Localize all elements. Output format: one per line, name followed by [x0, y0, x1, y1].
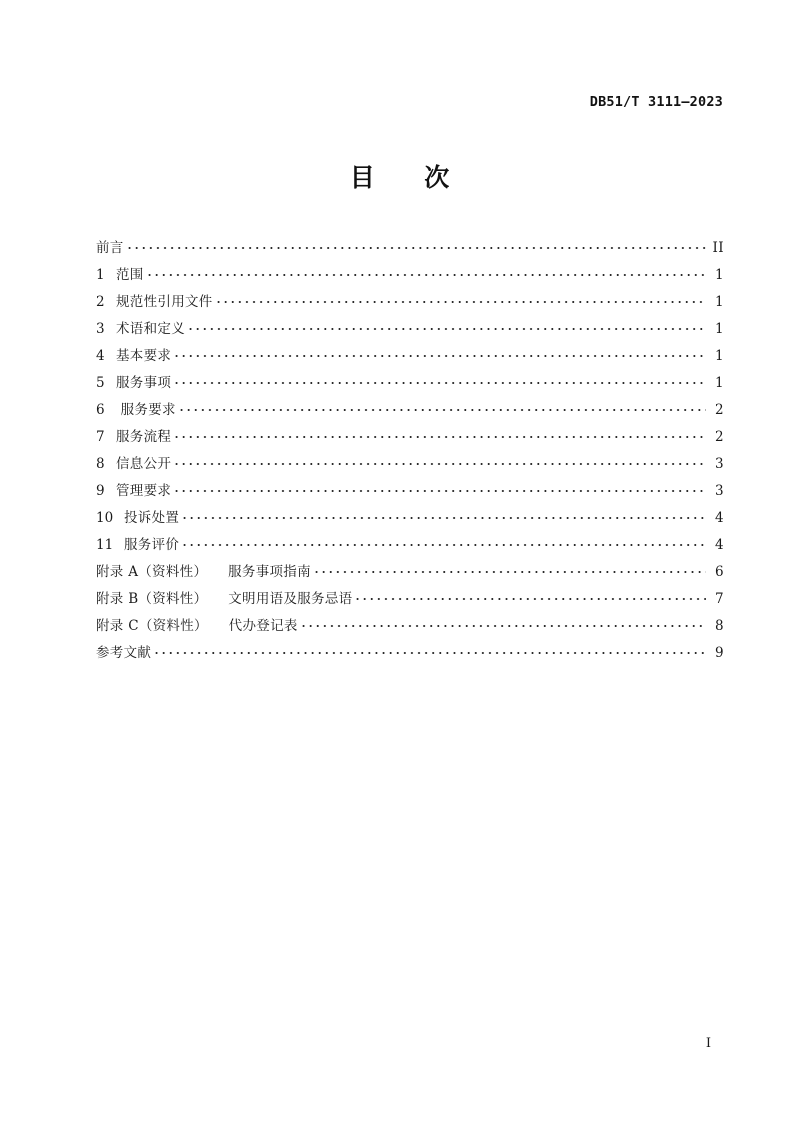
- toc-dot-leader: [178, 400, 706, 414]
- toc-entry-label: 服务评价: [124, 537, 180, 553]
- toc-dot-leader: [173, 481, 706, 495]
- toc-entry-page-number: 2: [715, 429, 724, 445]
- toc-entry-page-number: 7: [715, 591, 724, 607]
- toc-dot-leader: [181, 535, 706, 549]
- toc-entry-label: 附录 C（资料性） 代办登记表: [96, 618, 298, 634]
- toc-entry-label: 附录 A（资料性） 服务事项指南: [96, 564, 311, 580]
- toc-entry[interactable]: [96, 425, 724, 452]
- toc-dot-leader: [313, 562, 706, 576]
- toc-dot-leader: [173, 454, 706, 468]
- toc-entry-number: 2: [96, 294, 105, 310]
- toc-entry-number: 6: [96, 402, 105, 418]
- toc-entry-page-number: 1: [715, 348, 724, 364]
- toc-entry-page-number: 2: [715, 402, 724, 418]
- toc-entry-page-number: 3: [715, 456, 724, 472]
- toc-entry-number: 7: [96, 429, 105, 445]
- toc-dot-leader: [173, 427, 706, 441]
- toc-entry[interactable]: [96, 560, 724, 587]
- toc-dot-leader: [173, 373, 706, 387]
- toc-entry[interactable]: [96, 587, 724, 614]
- toc-entry-number: 1: [96, 267, 105, 283]
- toc-entry-label: 管理要求: [116, 483, 172, 499]
- toc-entry-label: 附录 B（资料性） 文明用语及服务忌语: [96, 591, 353, 607]
- toc-entry-number: 8: [96, 456, 105, 472]
- toc-dot-leader: [215, 292, 706, 306]
- toc-dot-leader: [187, 319, 706, 333]
- toc-entry-page-number: 4: [715, 537, 724, 553]
- toc-entry-label: 服务要求: [116, 402, 176, 418]
- toc-entry-label: 服务流程: [116, 429, 172, 445]
- toc-entry-label: 服务事项: [116, 375, 172, 391]
- toc-entry[interactable]: [96, 452, 724, 479]
- toc-entry-label: 规范性引用文件: [116, 294, 213, 310]
- toc-entry-number: 3: [96, 321, 105, 337]
- toc-entry[interactable]: [96, 398, 724, 425]
- toc-entry[interactable]: [96, 533, 724, 560]
- toc-dot-leader: [181, 508, 706, 522]
- toc-entry-label: 投诉处置: [124, 510, 180, 526]
- toc-entry-page-number: 8: [715, 618, 724, 634]
- toc-entry-label: 信息公开: [116, 456, 172, 472]
- toc-entry[interactable]: [96, 614, 724, 641]
- toc-entry[interactable]: [96, 236, 724, 263]
- toc-entry-page-number: 9: [715, 645, 724, 661]
- toc-entry-number: 11: [96, 537, 114, 553]
- toc-entry-page-number: 1: [715, 294, 724, 310]
- toc-entry-number: 5: [96, 375, 105, 391]
- page-title: 目 次: [349, 163, 451, 192]
- standard-number-header: DB51/T 3111—2023: [589, 94, 723, 110]
- toc-entry-number: 4: [96, 348, 105, 364]
- toc-entry[interactable]: [96, 479, 724, 506]
- toc-entry[interactable]: [96, 371, 724, 398]
- toc-entry-page-number: 6: [715, 564, 724, 580]
- toc-dot-leader: [173, 346, 706, 360]
- toc-entry[interactable]: [96, 506, 724, 533]
- toc-entry-label: 基本要求: [116, 348, 172, 364]
- toc-entry-label: 术语和定义: [116, 321, 185, 337]
- toc-dot-leader: [153, 643, 706, 657]
- toc-entry[interactable]: [96, 290, 724, 317]
- toc-entry-label: 范围: [116, 267, 144, 283]
- toc-entry-number: 10: [96, 510, 114, 526]
- toc-entry-page-number: 3: [715, 483, 724, 499]
- toc-entry[interactable]: [96, 263, 724, 290]
- toc-entry-page-number: 1: [715, 321, 724, 337]
- toc-entry-label: 前言: [96, 240, 124, 256]
- toc-entry-page-number: 1: [715, 267, 724, 283]
- toc-entry[interactable]: [96, 641, 724, 668]
- toc-entry-page-number: 4: [715, 510, 724, 526]
- toc-dot-leader: [146, 265, 706, 279]
- toc-dot-leader: [354, 589, 706, 603]
- toc-dot-leader: [300, 616, 706, 630]
- toc-entry[interactable]: [96, 317, 724, 344]
- toc-entry[interactable]: [96, 344, 724, 371]
- toc-entry-number: 9: [96, 483, 105, 499]
- toc-entry-page-number: II: [712, 240, 724, 256]
- page-folio: I: [705, 1036, 711, 1051]
- toc-dot-leader: [126, 238, 706, 252]
- toc-entry-label: 参考文献: [96, 645, 152, 661]
- table-of-contents: [96, 236, 724, 668]
- toc-entry-page-number: 1: [715, 375, 724, 391]
